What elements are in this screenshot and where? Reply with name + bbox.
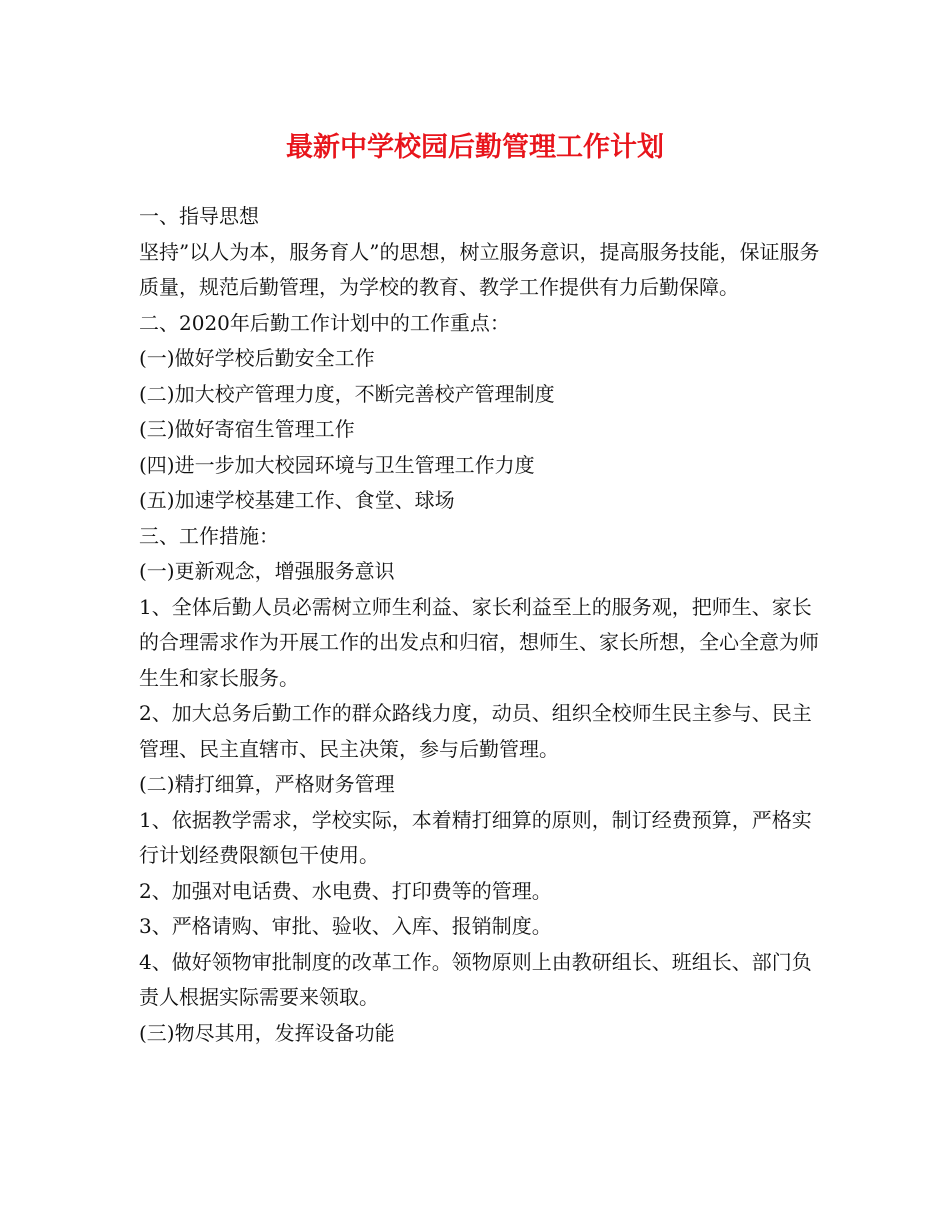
section-heading: 一、指导思想 bbox=[139, 204, 259, 228]
list-item: (四)进一步加大校园环境与卫生管理工作力度 bbox=[139, 452, 535, 477]
section-heading: 三、工作措施： bbox=[139, 523, 279, 548]
subsection-heading: (一)更新观念，增强服务意识 bbox=[139, 559, 395, 583]
document-title: 最新中学校园后勤管理工作计划 bbox=[286, 132, 664, 163]
list-item: (二)加大校产管理力度，不断完善校产管理制度 bbox=[139, 381, 555, 406]
section-heading: 二、2020年后勤工作计划中的工作重点： bbox=[139, 310, 510, 335]
paragraph: 4、做好领物审批制度的改革工作。领物原则上由教研组长、班组长、部门负责人根据实际需要来领取。 bbox=[139, 949, 812, 1009]
paragraph: 1、全体后勤人员必需树立师生利益、家长利益至上的服务观，把师生、家长的合理需求作为开展工作的出发点和归宿，想师生、家长所想，全心全意为师生生和家长服务。 bbox=[139, 594, 819, 690]
paragraph: 2、加大总务后勤工作的群众路线力度，动员、组织全校师生民主参与、民主管理、民主直辖市、民主决策，参与后勤管理。 bbox=[139, 701, 812, 761]
list-item: (五)加速学校基建工作、食堂、球场 bbox=[139, 488, 455, 512]
subsection-heading: (三)物尽其用，发挥设备功能 bbox=[139, 1020, 395, 1045]
paragraph: 坚持”以人为本，服务育人”的思想，树立服务意识，提高服务技能，保证服务质量，规范后勤管理，为学校的教育、教学工作提供有力后勤保障。 bbox=[139, 239, 820, 299]
subsection-heading: (二)精打细算，严格财务管理 bbox=[139, 772, 395, 796]
paragraph: 3、严格请购、审批、验收、入库、报销制度。 bbox=[139, 914, 552, 938]
list-item: (一)做好学校后勤安全工作 bbox=[139, 346, 375, 370]
document-body bbox=[139, 199, 829, 1051]
paragraph: 1、依据教学需求，学校实际，本着精打细算的原则，制订经费预算，严格实行计划经费限额包干使用。 bbox=[139, 807, 812, 867]
list-item: (三)做好寄宿生管理工作 bbox=[139, 417, 355, 441]
paragraph: 2、加强对电话费、水电费、打印费等的管理。 bbox=[139, 878, 552, 903]
